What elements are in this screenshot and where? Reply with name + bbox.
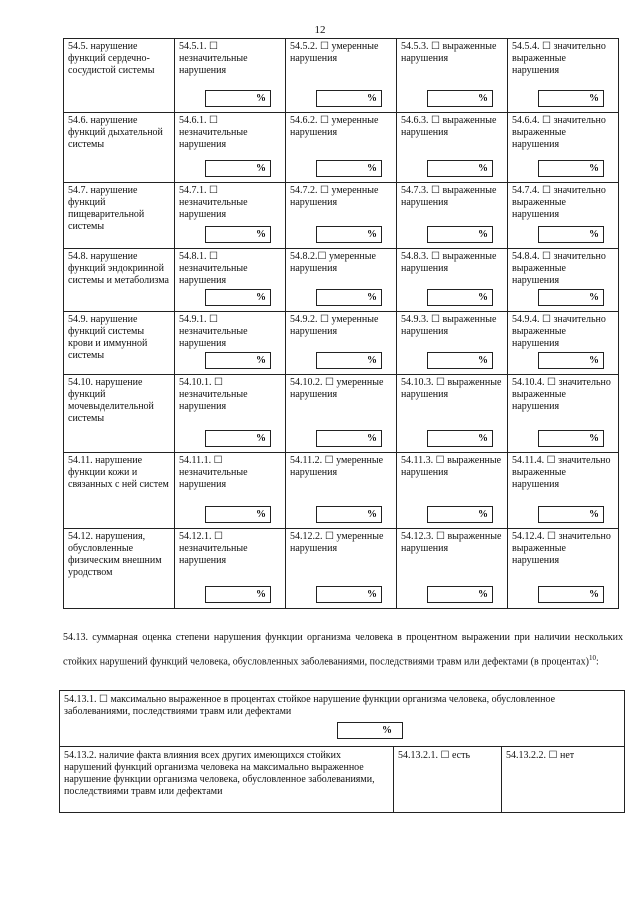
- severity-option[interactable]: [175, 249, 286, 312]
- percent-sign: %: [256, 589, 266, 600]
- severity-option[interactable]: [286, 375, 397, 453]
- percent-field[interactable]: [316, 226, 382, 243]
- severity-option-label: 54.7.2. ☐ умеренные нарушения: [290, 185, 379, 208]
- percent-sign: %: [382, 725, 392, 736]
- percent-sign: %: [589, 589, 599, 600]
- percent-field[interactable]: [316, 160, 382, 177]
- percent-field[interactable]: [205, 586, 271, 603]
- severity-option[interactable]: [397, 375, 508, 453]
- percent-field[interactable]: [316, 90, 382, 107]
- section-54-13-suffix: :: [595, 656, 599, 668]
- severity-option-label: 54.7.3. ☐ выраженные нарушения: [401, 185, 497, 208]
- percent-field[interactable]: [427, 90, 493, 107]
- severity-option[interactable]: [286, 453, 397, 529]
- percent-field[interactable]: [205, 289, 271, 306]
- row-label: 54.11. нарушение функции кожи и связанных с ней систем: [68, 455, 169, 490]
- percent-field[interactable]: [205, 160, 271, 177]
- percent-field[interactable]: [538, 430, 604, 447]
- percent-sign: %: [589, 355, 599, 366]
- table-row: [64, 113, 619, 183]
- percent-field[interactable]: [316, 506, 382, 523]
- percent-sign: %: [589, 229, 599, 240]
- percent-sign: %: [478, 292, 488, 303]
- severity-option[interactable]: [397, 453, 508, 529]
- row-label: 54.5. нарушение функций сердечно-сосудистой системы: [68, 41, 155, 76]
- percent-sign: %: [589, 433, 599, 444]
- severity-option-label: 54.9.1. ☐ незначительные нарушения: [179, 314, 248, 349]
- severity-option-label: 54.5.4. ☐ значительно выраженные нарушения: [512, 41, 606, 76]
- percent-field[interactable]: [427, 289, 493, 306]
- summary-no-option[interactable]: [502, 747, 625, 813]
- row-label-cell: [64, 39, 175, 113]
- row-label: 54.6. нарушение функций дыхательной системы: [68, 115, 163, 150]
- row-label: 54.7. нарушение функций пищеварительной системы: [68, 185, 145, 232]
- severity-option[interactable]: [397, 183, 508, 249]
- percent-sign: %: [589, 292, 599, 303]
- summary-influence-cell: [60, 747, 394, 813]
- summary-influence-label: 54.13.2. наличие факта влияния всех других имеющихся стойких нарушений функций организма человека на максимально выраженное нарушение функции организма человека, обусловленное заболеваниями, последствиями травм или дефектами: [64, 750, 375, 797]
- table-row: [64, 453, 619, 529]
- severity-option[interactable]: [286, 312, 397, 375]
- severity-option[interactable]: [508, 39, 619, 113]
- severity-option-label: 54.5.3. ☐ выраженные нарушения: [401, 41, 497, 64]
- percent-sign: %: [367, 355, 377, 366]
- severity-option-label: 54.12.3. ☐ выраженные нарушения: [401, 531, 502, 554]
- row-label: 54.8. нарушение функций эндокринной системы и метаболизма: [68, 251, 169, 286]
- severity-option-label: 54.7.4. ☐ значительно выраженные нарушения: [512, 185, 606, 220]
- severity-option-label: 54.6.2. ☐ умеренные нарушения: [290, 115, 379, 138]
- percent-sign: %: [367, 229, 377, 240]
- severity-option-label: 54.8.4. ☐ значительно выраженные нарушения: [512, 251, 606, 286]
- severity-option[interactable]: [397, 529, 508, 609]
- severity-option-label: 54.5.1. ☐ незначительные нарушения: [179, 41, 248, 76]
- percent-field[interactable]: [316, 352, 382, 369]
- percent-sign: %: [367, 93, 377, 104]
- percent-field[interactable]: [538, 160, 604, 177]
- severity-option[interactable]: [175, 529, 286, 609]
- severity-option-label: 54.6.4. ☐ значительно выраженные нарушения: [512, 115, 606, 150]
- summary-yes-option[interactable]: [394, 747, 502, 813]
- percent-field[interactable]: [427, 506, 493, 523]
- severity-option-label: 54.10.2. ☐ умеренные нарушения: [290, 377, 384, 400]
- table-row: [64, 312, 619, 375]
- percent-sign: %: [367, 509, 377, 520]
- percent-field[interactable]: [427, 586, 493, 603]
- severity-option[interactable]: [508, 375, 619, 453]
- table-row: [64, 529, 619, 609]
- impairment-table: [63, 38, 619, 609]
- severity-option-label: 54.11.3. ☐ выраженные нарушения: [401, 455, 502, 478]
- percent-field[interactable]: [427, 226, 493, 243]
- severity-option-label: 54.9.2. ☐ умеренные нарушения: [290, 314, 379, 337]
- table-row: [64, 39, 619, 113]
- severity-option[interactable]: [397, 312, 508, 375]
- percent-sign: %: [478, 509, 488, 520]
- severity-option[interactable]: [508, 113, 619, 183]
- summary-max-percent-field[interactable]: [337, 722, 403, 739]
- severity-option-label: 54.9.4. ☐ значительно выраженные нарушения: [512, 314, 606, 349]
- percent-sign: %: [256, 163, 266, 174]
- severity-option[interactable]: [175, 113, 286, 183]
- severity-option-label: 54.5.2. ☐ умеренные нарушения: [290, 41, 379, 64]
- severity-option-label: 54.6.1. ☐ незначительные нарушения: [179, 115, 248, 150]
- percent-sign: %: [478, 589, 488, 600]
- percent-sign: %: [367, 292, 377, 303]
- percent-sign: %: [367, 433, 377, 444]
- row-label-cell: [64, 375, 175, 453]
- row-label-cell: [64, 529, 175, 609]
- percent-sign: %: [478, 163, 488, 174]
- severity-option[interactable]: [508, 249, 619, 312]
- percent-field[interactable]: [316, 430, 382, 447]
- percent-field[interactable]: [205, 90, 271, 107]
- severity-option-label: 54.12.4. ☐ значительно выраженные нарушения: [512, 531, 611, 566]
- percent-sign: %: [256, 292, 266, 303]
- percent-field[interactable]: [427, 160, 493, 177]
- severity-option[interactable]: [175, 312, 286, 375]
- severity-option-label: 54.7.1. ☐ незначительные нарушения: [179, 185, 248, 220]
- row-label-cell: [64, 113, 175, 183]
- severity-option[interactable]: [508, 529, 619, 609]
- percent-sign: %: [478, 433, 488, 444]
- percent-field[interactable]: [538, 90, 604, 107]
- percent-sign: %: [478, 229, 488, 240]
- percent-sign: %: [367, 163, 377, 174]
- row-label-cell: [64, 312, 175, 375]
- percent-field[interactable]: [538, 226, 604, 243]
- severity-option[interactable]: [397, 113, 508, 183]
- severity-option[interactable]: [508, 312, 619, 375]
- percent-sign: %: [256, 433, 266, 444]
- severity-option[interactable]: [286, 249, 397, 312]
- row-label-cell: [64, 249, 175, 312]
- severity-option[interactable]: [397, 39, 508, 113]
- severity-option-label: 54.12.1. ☐ незначительные нарушения: [179, 531, 248, 566]
- percent-field[interactable]: [205, 352, 271, 369]
- percent-sign: %: [478, 355, 488, 366]
- percent-field[interactable]: [205, 506, 271, 523]
- footnote-ref: 10: [588, 654, 596, 662]
- percent-sign: %: [256, 355, 266, 366]
- severity-option-label: 54.11.1. ☐ незначительные нарушения: [179, 455, 248, 490]
- severity-option[interactable]: [508, 183, 619, 249]
- percent-sign: %: [256, 229, 266, 240]
- row-label: 54.10. нарушение функций мочевыделительной системы: [68, 377, 154, 424]
- percent-field[interactable]: [538, 586, 604, 603]
- severity-option-label: 54.10.4. ☐ значительно выраженные нарушения: [512, 377, 611, 412]
- percent-field[interactable]: [538, 352, 604, 369]
- percent-field[interactable]: [205, 226, 271, 243]
- severity-option-label: 54.8.3. ☐ выраженные нарушения: [401, 251, 497, 274]
- severity-option[interactable]: [286, 113, 397, 183]
- percent-sign: %: [589, 163, 599, 174]
- severity-option[interactable]: [175, 453, 286, 529]
- percent-field[interactable]: [316, 289, 382, 306]
- severity-option-label: 54.8.2.☐ умеренные нарушения: [290, 251, 376, 274]
- severity-option[interactable]: [508, 453, 619, 529]
- percent-field[interactable]: [538, 289, 604, 306]
- severity-option[interactable]: [175, 375, 286, 453]
- summary-max-cell: [60, 691, 625, 747]
- severity-option[interactable]: [175, 183, 286, 249]
- table-row: [64, 375, 619, 453]
- severity-option-label: 54.9.3. ☐ выраженные нарушения: [401, 314, 497, 337]
- page-number: 12: [314, 24, 326, 36]
- severity-option-label: 54.8.1. ☐ незначительные нарушения: [179, 251, 248, 286]
- severity-option-label: 54.11.2. ☐ умеренные нарушения: [290, 455, 384, 478]
- percent-field[interactable]: [538, 506, 604, 523]
- percent-field[interactable]: [427, 430, 493, 447]
- row-label-cell: [64, 183, 175, 249]
- severity-option[interactable]: [286, 529, 397, 609]
- severity-option[interactable]: [286, 183, 397, 249]
- severity-option[interactable]: [397, 249, 508, 312]
- summary-table: [59, 690, 625, 813]
- severity-option-label: 54.11.4. ☐ значительно выраженные нарушения: [512, 455, 611, 490]
- severity-option-label: 54.6.3. ☐ выраженные нарушения: [401, 115, 497, 138]
- percent-field[interactable]: [316, 586, 382, 603]
- percent-sign: %: [589, 93, 599, 104]
- row-label: 54.9. нарушение функций системы крови и иммунной системы: [68, 314, 148, 361]
- section-54-13-body: 54.13. суммарная оценка степени нарушения функции организма человека в процентном выражении при наличии нескольких стойких нарушений функций человека, обусловленных заболеваниями, последствиями травм или дефектами (в процентах): [63, 632, 623, 668]
- summary-max-label: 54.13.1. ☐ максимально выраженное в процентах стойкое нарушение функции организма человека, обусловленное заболеваниями, последствиями травм или дефектами: [64, 694, 556, 717]
- severity-option[interactable]: [286, 39, 397, 113]
- table-row: [64, 183, 619, 249]
- percent-field[interactable]: [427, 352, 493, 369]
- percent-sign: %: [367, 589, 377, 600]
- summary-no-label: 54.13.2.2. ☐ нет: [506, 750, 575, 761]
- severity-option[interactable]: [175, 39, 286, 113]
- table-row: [64, 249, 619, 312]
- section-54-13-text: [63, 628, 623, 672]
- percent-sign: %: [478, 93, 488, 104]
- severity-option-label: 54.12.2. ☐ умеренные нарушения: [290, 531, 384, 554]
- row-label: 54.12. нарушения, обусловленные физическим внешним уродством: [68, 531, 162, 578]
- percent-sign: %: [256, 509, 266, 520]
- percent-sign: %: [589, 509, 599, 520]
- severity-option-label: 54.10.1. ☐ незначительные нарушения: [179, 377, 248, 412]
- severity-option-label: 54.10.3. ☐ выраженные нарушения: [401, 377, 502, 400]
- summary-yes-label: 54.13.2.1. ☐ есть: [398, 750, 471, 761]
- percent-sign: %: [256, 93, 266, 104]
- percent-field[interactable]: [205, 430, 271, 447]
- row-label-cell: [64, 453, 175, 529]
